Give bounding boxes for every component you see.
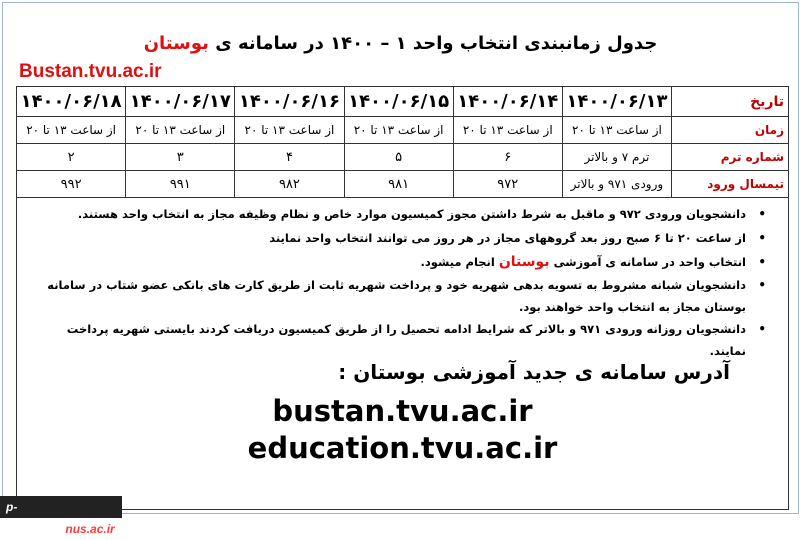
note-text: انتخاب واحد در سامانه ی آموزشی (553, 255, 746, 269)
table-row-term (17, 144, 789, 171)
bullet-icon: • (758, 207, 766, 221)
term-cell: ۲ (17, 144, 126, 171)
list-item (29, 274, 766, 318)
address-label: آدرس سامانه ی جدید آموزشی بوستان : (338, 360, 730, 384)
date-cell: ۱۴۰۰/۰۶/۱۶ (235, 87, 344, 117)
entry-cell: ۹۸۲ (235, 171, 344, 198)
term-cell: ۶ (453, 144, 562, 171)
note-text: دانشجویان شبانه مشروط به تسویه بدهی شهریه خود و پرداخت شهریه ثابت از طریق کارت های بانکی عضو شتاب در سامانه بوستان مجاز به انتخاب واحد خواهند بود. (47, 278, 746, 314)
address-url-bustan[interactable]: bustan.tvu.ac.ir (272, 394, 533, 428)
table-row-date (17, 87, 789, 117)
term-cell: ترم ۷ و بالاتر (562, 144, 671, 171)
bullet-icon: • (758, 322, 766, 336)
bullet-icon: • (758, 255, 766, 269)
time-cell: از ساعت ۱۳ تا ۲۰ (17, 117, 126, 144)
row-header-date: تاریخ (672, 87, 789, 117)
row-header-time: زمان (672, 117, 789, 144)
list-item (29, 318, 766, 362)
footer-watermark (0, 496, 122, 536)
page-title (3, 33, 798, 54)
bullet-icon: • (758, 231, 766, 245)
title-text: جدول زمانبندی انتخاب واحد ۱ – ۱۴۰۰ در سامانه ی (215, 33, 658, 54)
time-cell: از ساعت ۱۳ تا ۲۰ (235, 117, 344, 144)
site-url-link[interactable]: Bustan.tvu.ac.ir (19, 61, 162, 82)
date-cell: ۱۴۰۰/۰۶/۱۸ (17, 87, 126, 117)
entry-cell: ۹۷۲ (453, 171, 562, 198)
term-cell: ۴ (235, 144, 344, 171)
list-item (29, 250, 766, 274)
time-cell: از ساعت ۱۳ تا ۲۰ (453, 117, 562, 144)
note-text: از ساعت ۲۰ تا ۶ صبح روز بعد گروههای مجاز در هر روز می توانند انتخاب واحد نمایند (269, 231, 746, 245)
term-cell: ۳ (126, 144, 235, 171)
date-cell: ۱۴۰۰/۰۶/۱۵ (344, 87, 453, 117)
notes-box (16, 197, 789, 510)
row-header-term: شماره ترم (672, 144, 789, 171)
note-text: دانشجویان ورودی ۹۷۲ و ماقبل به شرط داشتن مجوز کمیسیون موارد خاص و نظام وظیفه مجاز به انتخاب واحد هستند. (77, 207, 746, 221)
footer-domain: nus.ac.ir (65, 522, 115, 536)
entry-cell: ۹۸۱ (344, 171, 453, 198)
table-row-time (17, 117, 789, 144)
note-text: دانشجویان روزانه ورودی ۹۷۱ و بالاتر که شرایط ادامه تحصیل را از طریق کمیسیون دریافت کردند بایستی شهریه پرداخت نمایند. (66, 322, 746, 358)
time-cell: از ساعت ۱۳ تا ۲۰ (562, 117, 671, 144)
list-item (29, 226, 766, 250)
note-highlight: بوستان (498, 254, 550, 270)
entry-cell: ورودی ۹۷۱ و بالاتر (562, 171, 671, 198)
time-cell: از ساعت ۱۳ تا ۲۰ (126, 117, 235, 144)
date-cell: ۱۴۰۰/۰۶/۱۳ (562, 87, 671, 117)
schedule-table (16, 86, 789, 198)
footer-prefix: p-safadasht. (6, 500, 66, 536)
bullet-icon: • (758, 278, 766, 292)
entry-cell: ۹۹۱ (126, 171, 235, 198)
address-url-education[interactable]: education.tvu.ac.ir (247, 431, 558, 465)
time-cell: از ساعت ۱۳ تا ۲۰ (344, 117, 453, 144)
row-header-entry: تیمسال ورود (672, 171, 789, 198)
table-row-entry (17, 171, 789, 198)
title-highlight: بوستان (143, 33, 209, 54)
date-cell: ۱۴۰۰/۰۶/۱۷ (126, 87, 235, 117)
term-cell: ۵ (344, 144, 453, 171)
list-item (29, 202, 766, 226)
date-cell: ۱۴۰۰/۰۶/۱۴ (453, 87, 562, 117)
notes-list (17, 198, 788, 362)
note-text: انجام میشود. (420, 255, 495, 269)
entry-cell: ۹۹۲ (17, 171, 126, 198)
